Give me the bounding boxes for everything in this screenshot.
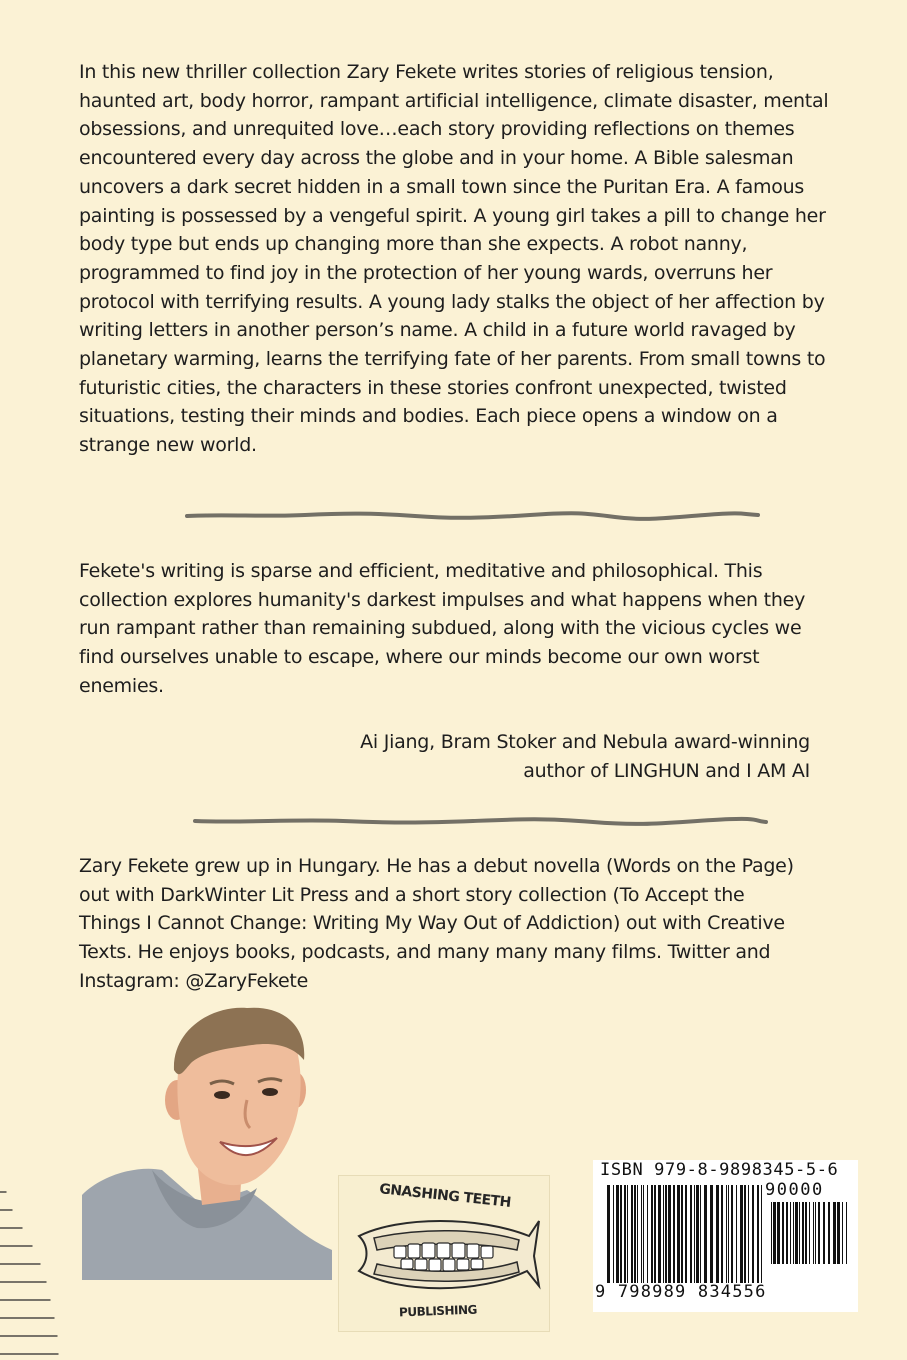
barcode-bar bbox=[740, 1185, 743, 1283]
barcode-bar bbox=[658, 1185, 661, 1283]
barcode-number: 9 798989 834556 bbox=[595, 1282, 767, 1302]
barcode-bar bbox=[665, 1185, 667, 1283]
barcode-bar bbox=[818, 1202, 820, 1264]
barcode-bar bbox=[842, 1202, 843, 1264]
publisher-logo bbox=[338, 1175, 550, 1332]
barcode-bar bbox=[673, 1185, 675, 1283]
ean-barcode-bars bbox=[607, 1185, 763, 1283]
publisher-name-bottom: PUBLISHING bbox=[398, 1302, 478, 1320]
isbn-label: ISBN 979-8-9898345-5-6 bbox=[600, 1160, 839, 1180]
barcode-bar bbox=[694, 1185, 695, 1283]
review-attribution-book: author of LINGHUN and I AM AI bbox=[523, 760, 810, 782]
barcode-bar bbox=[721, 1185, 723, 1283]
barcode-bar bbox=[728, 1185, 729, 1283]
barcode-bar bbox=[813, 1202, 814, 1264]
wavy-divider bbox=[185, 509, 760, 521]
barcode-bar bbox=[782, 1202, 784, 1264]
barcode-bar bbox=[704, 1185, 707, 1283]
barcode-bar bbox=[647, 1185, 648, 1283]
decorative-margin-lines bbox=[0, 1188, 60, 1360]
barcode-bar bbox=[613, 1185, 614, 1283]
barcode-bar bbox=[748, 1185, 749, 1283]
isbn-barcode bbox=[593, 1160, 858, 1312]
barcode-bar bbox=[690, 1185, 692, 1283]
barcode-bar bbox=[833, 1202, 836, 1264]
barcode-bar bbox=[731, 1185, 733, 1283]
barcode-bar bbox=[616, 1185, 619, 1283]
wavy-divider bbox=[193, 815, 768, 827]
barcode-bar bbox=[771, 1202, 772, 1264]
barcode-bar bbox=[710, 1185, 713, 1283]
barcode-bar bbox=[799, 1202, 800, 1264]
barcode-bar bbox=[761, 1185, 762, 1283]
barcode-bar bbox=[773, 1202, 776, 1264]
barcode-bar bbox=[815, 1202, 816, 1264]
barcode-bar bbox=[634, 1185, 636, 1283]
review-attribution: Ai Jiang, Bram Stoker and Nebula award-winning bbox=[360, 731, 810, 753]
barcode-bar bbox=[651, 1185, 653, 1283]
barcode-bar bbox=[668, 1185, 671, 1283]
book-blurb: In this new thriller collection Zary Fekete writes stories of religious tension, haunted art, body horror, rampant artificial intelligence, climate disaster, mental obsessions, and unrequited love…each story providing reflections on themes encountered every day across the globe and in your home. A Bible salesman uncovers a dark secret hidden in a small town since the Puritan Era. A famous painting is possessed by a vengeful spirit. A young girl takes a pill to change her body type but ends up changing more than she expects. A robot nanny, programmed to find joy in the protection of her young wards, overruns her protocol with terrifying results. A young lady stalks the object of her affection by writing letters in another person’s name. A child in a future world ravaged by planetary warming, learns the terrifying fate of her parents. From small towns to futuristic cities, the characters in these stories confront unexpected, twisted situations, testing their minds and bodies. Each piece opens a window on a strange new world. bbox=[79, 61, 829, 457]
price-barcode-bars bbox=[771, 1202, 849, 1264]
barcode-bar bbox=[809, 1202, 810, 1264]
barcode-bar bbox=[790, 1202, 791, 1264]
barcode-bar bbox=[757, 1185, 759, 1283]
barcode-bar bbox=[786, 1202, 788, 1264]
barcode-bar bbox=[681, 1185, 683, 1283]
review-quote: Fekete's writing is sparse and efficient, meditative and philosophical. This collection explores humanity's darkest impulses and what happens when they run rampant rather than remaining subdued, along with the vicious cycles we find ourselves unable to escape, where our minds become our own worst enemies. bbox=[79, 560, 806, 697]
barcode-bar bbox=[805, 1202, 807, 1264]
barcode-bar bbox=[677, 1185, 680, 1283]
barcode-bar bbox=[752, 1185, 754, 1283]
barcode-bar bbox=[641, 1185, 642, 1283]
barcode-bar bbox=[716, 1185, 719, 1283]
barcode-bar bbox=[823, 1202, 825, 1264]
price-code: 90000 bbox=[765, 1180, 824, 1200]
barcode-bar bbox=[643, 1185, 644, 1283]
publisher-name-top: GNASHING TEETH bbox=[378, 1181, 512, 1211]
barcode-bar bbox=[744, 1185, 746, 1283]
barcode-bar bbox=[777, 1202, 780, 1264]
author-photo bbox=[82, 1000, 332, 1280]
author-bio: Zary Fekete grew up in Hungary. He has a debut novella (Words on the Page) out with DarkWinter Lit Press and a short story collection (To Accept the Things I Cannot Change: Writing My Way Out of Addiction) out with Creative Texts. He enjoys books, podcasts, and many many many films. Twitter and Instagram: @ZaryFekete bbox=[79, 855, 794, 992]
barcode-bar bbox=[627, 1185, 628, 1283]
barcode-bar bbox=[795, 1202, 798, 1264]
barcode-bar bbox=[696, 1185, 699, 1283]
barcode-bar bbox=[837, 1202, 840, 1264]
barcode-bar bbox=[631, 1185, 633, 1283]
barcode-bar bbox=[846, 1202, 847, 1264]
barcode-bar bbox=[685, 1185, 687, 1283]
barcode-bar bbox=[726, 1185, 727, 1283]
barcode-bar bbox=[736, 1185, 737, 1283]
barcode-bar bbox=[607, 1185, 610, 1283]
barcode-bar bbox=[828, 1202, 830, 1264]
barcode-bar bbox=[700, 1185, 701, 1283]
barcode-bar bbox=[637, 1185, 638, 1283]
barcode-bar bbox=[624, 1185, 626, 1283]
barcode-bar bbox=[793, 1202, 794, 1264]
barcode-bar bbox=[802, 1202, 804, 1264]
barcode-bar bbox=[654, 1185, 656, 1283]
barcode-bar bbox=[620, 1185, 622, 1283]
barcode-bar bbox=[663, 1185, 664, 1283]
